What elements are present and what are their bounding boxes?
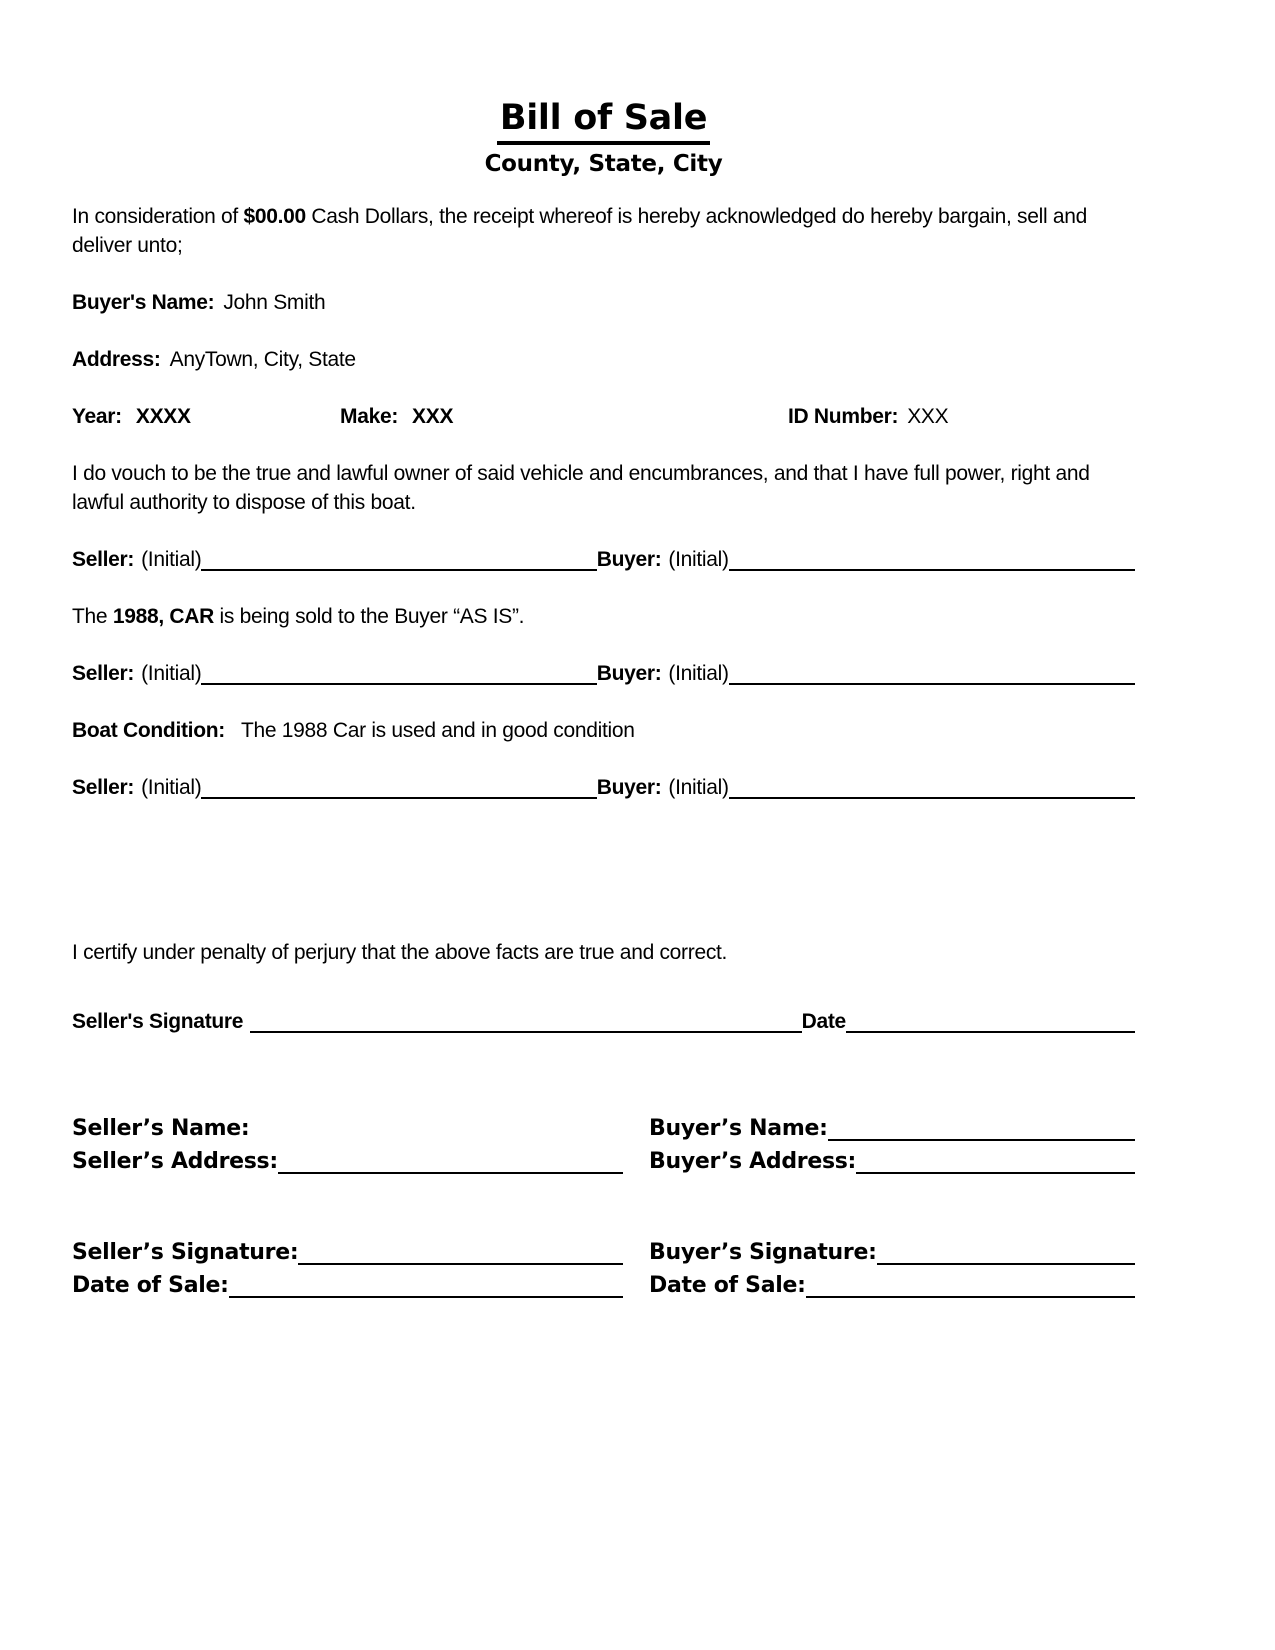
year-label: Year: — [72, 405, 122, 428]
year-value: XXXX — [135, 405, 191, 428]
seller-date-of-sale-blank — [229, 1296, 623, 1298]
id-number-label: ID Number: — [788, 405, 899, 428]
seller-initial-text: (Initial) — [141, 548, 202, 571]
condition-value: The 1988 Car is used and in good condition — [240, 719, 635, 742]
initial-row-3 — [72, 773, 1135, 802]
buyer-address-label: Buyer’s Address: — [649, 1149, 857, 1174]
buyer-initial-text: (Initial) — [668, 662, 729, 685]
buyer-address-cell — [649, 1145, 1135, 1178]
vehicle-make — [340, 402, 788, 431]
make-value: XXX — [412, 405, 454, 428]
addresses-row — [72, 1145, 1135, 1178]
condition-label: Boat Condition: — [72, 719, 225, 742]
buyer-address-blank — [856, 1172, 1135, 1174]
parties-name-address-group — [72, 1112, 1135, 1178]
seller-initial-blank — [201, 797, 596, 799]
buyer-initial-blank — [729, 797, 1135, 799]
seller-address-cell — [72, 1145, 649, 1178]
seller-initial-text: (Initial) — [141, 662, 202, 685]
vehicle-info-row — [72, 402, 1135, 431]
buyer-initial-blank — [729, 569, 1135, 571]
buyer-initial-text: (Initial) — [668, 548, 729, 571]
condition-line — [72, 716, 1117, 745]
seller-label: Seller: — [72, 776, 135, 799]
buyer-date-cell — [649, 1269, 1135, 1302]
document-header — [72, 96, 1135, 180]
consideration-amount: $00.00 — [243, 205, 306, 228]
seller-signature-row — [72, 1007, 1135, 1036]
seller-date-cell — [72, 1269, 649, 1302]
seller-signature-cell — [72, 1236, 649, 1269]
buyer-initial-text: (Initial) — [668, 776, 729, 799]
make-label: Make: — [340, 405, 399, 428]
signatures-row — [72, 1236, 1135, 1269]
seller-label: Seller: — [72, 548, 135, 571]
as-is-pre: The — [72, 605, 113, 628]
seller-label: Seller: — [72, 662, 135, 685]
vehicle-year — [72, 402, 340, 431]
buyer-label: Buyer: — [596, 662, 662, 685]
as-is-post: is being sold to the Buyer “AS IS”. — [214, 605, 525, 628]
address-label: Address: — [72, 348, 161, 371]
buyer-initial-blank — [729, 683, 1135, 685]
seller-initial-blank — [201, 569, 596, 571]
seller-address-label: Seller’s Address: — [72, 1149, 278, 1174]
seller-address-blank — [278, 1172, 623, 1174]
certify-paragraph: I certify under penalty of perjury that the above facts are true and correct. — [72, 941, 728, 964]
address-value: AnyTown, City, State — [169, 348, 356, 371]
seller-signature-blank — [250, 1031, 801, 1033]
document-subtitle: County, State, City — [484, 151, 723, 177]
buyer-date-of-sale-blank — [806, 1296, 1135, 1298]
as-is-vehicle: 1988, CAR — [112, 605, 215, 628]
dates-row — [72, 1269, 1135, 1302]
document-title: Bill of Sale — [497, 96, 710, 145]
names-row — [72, 1112, 1135, 1145]
consideration-text-post: Cash Dollars, the receipt whereof is hereby acknowledged do hereby bargain, sell and deliver unto; — [72, 205, 1088, 257]
seller-initial-blank — [201, 683, 596, 685]
buyer-signature-blank — [877, 1263, 1135, 1265]
initial-row-1 — [72, 545, 1135, 574]
buyer-name-blank — [828, 1139, 1135, 1141]
consideration-paragraph — [72, 202, 1117, 260]
as-is-line — [72, 602, 1117, 631]
buyer-name-label: Buyer's Name: — [72, 291, 215, 314]
buyer-name-cell — [649, 1112, 1135, 1145]
seller-signature-bottom-blank — [298, 1263, 623, 1265]
buyer-name-label: Buyer’s Name: — [649, 1116, 828, 1141]
buyer-signature-label: Buyer’s Signature: — [649, 1240, 877, 1265]
date-blank — [846, 1031, 1135, 1033]
buyer-name-value: John Smith — [223, 291, 326, 314]
buyer-label: Buyer: — [596, 548, 662, 571]
seller-date-of-sale-label: Date of Sale: — [72, 1273, 229, 1298]
buyer-date-of-sale-label: Date of Sale: — [649, 1273, 806, 1298]
buyer-signature-cell — [649, 1236, 1135, 1269]
seller-signature-bottom-label: Seller’s Signature: — [72, 1240, 299, 1265]
parties-block — [72, 1112, 1135, 1302]
address-line — [72, 345, 1117, 374]
seller-name-cell — [72, 1112, 649, 1145]
id-number-value: XXX — [907, 405, 949, 428]
vehicle-id — [788, 402, 1135, 431]
seller-signature-label: Seller's Signature — [72, 1010, 244, 1033]
initial-row-2 — [72, 659, 1135, 688]
consideration-text-pre: In consideration of — [72, 205, 244, 228]
seller-initial-text: (Initial) — [141, 776, 202, 799]
date-label: Date — [801, 1010, 846, 1033]
buyer-label: Buyer: — [596, 776, 662, 799]
seller-name-label: Seller’s Name: — [72, 1116, 250, 1141]
parties-signature-date-group — [72, 1236, 1135, 1302]
vouch-paragraph: I do vouch to be the true and lawful owner of said vehicle and encumbrances, and that I have full power, right and lawful authority to dispose of this boat. — [72, 462, 1090, 514]
buyer-name-line — [72, 288, 1117, 317]
